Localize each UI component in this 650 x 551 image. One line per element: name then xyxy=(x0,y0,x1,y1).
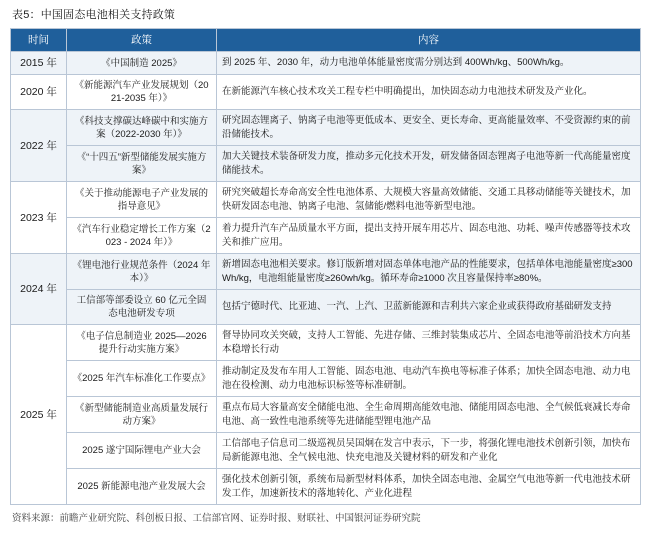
column-header-time: 时间 xyxy=(11,29,67,52)
cell-policy: 《关于推动能源电子产业发展的指导意见》 xyxy=(67,182,217,218)
cell-content: 加大关键技术装备研发力度，推动多元化技术开发，研发储备固态锂离子电池等新一代高能量密度储能技术。 xyxy=(217,146,641,182)
table-header xyxy=(11,29,641,52)
cell-policy: 《新型储能制造业高质量发展行动方案》 xyxy=(67,397,217,433)
cell-content: 推动制定及发布车用人工智能、固态电池、电动汽车换电等标准子体系；加快全固态电池、动力电池在役检测、动力电池标识标签等标准研制。 xyxy=(217,361,641,397)
cell-policy: 《2025 年汽车标准化工作要点》 xyxy=(67,361,217,397)
cell-policy: 《中国制造 2025》 xyxy=(67,52,217,75)
cell-time: 2023 年 xyxy=(11,182,67,254)
policy-table xyxy=(10,28,641,505)
table-header-row xyxy=(11,29,641,52)
cell-policy: 《“十四五”新型储能发展实施方案》 xyxy=(67,146,217,182)
cell-time: 2022 年 xyxy=(11,110,67,182)
table-body xyxy=(11,52,641,505)
table-row xyxy=(11,397,641,433)
table-row xyxy=(11,361,641,397)
cell-content: 着力提升汽车产品质量水平方面，提出支持开展车用芯片、固态电池、功耗、噪声传感器等技术攻关和推广应用。 xyxy=(217,218,641,254)
cell-content: 研究突破超长寿命高安全性电池体系、大规模大容量高效储能、交通工具移动储能等关键技术，加快研发固态电池、钠离子电池、氢储能/燃料电池等新型电池。 xyxy=(217,182,641,218)
cell-content: 在新能源汽车核心技术攻关工程专栏中明确提出，加快固态动力电池技术研发及产业化。 xyxy=(217,75,641,110)
table-row xyxy=(11,52,641,75)
table-row xyxy=(11,469,641,505)
cell-time: 2020 年 xyxy=(11,75,67,110)
table-row xyxy=(11,433,641,469)
cell-policy: 《锂电池行业规范条件（2024 年本）》 xyxy=(67,254,217,290)
table-row xyxy=(11,110,641,146)
cell-content: 工信部电子信息司二级巡视员吴国炯在发言中表示，下一步，将强化锂电池技术创新引领，加快布局新能源电池、全气候电池、快充电池及关键材料的研发和产业化 xyxy=(217,433,641,469)
table-row xyxy=(11,254,641,290)
cell-content: 到 2025 年、2030 年，动力电池单体能量密度需分别达到 400Wh/kg、500Wh/kg。 xyxy=(217,52,641,75)
table-row xyxy=(11,75,641,110)
table-row xyxy=(11,182,641,218)
column-header-content: 内容 xyxy=(217,29,641,52)
cell-policy: 《科技支撑碳达峰碳中和实施方案（2022-2030 年）》 xyxy=(67,110,217,146)
cell-content: 研究固态锂离子、钠离子电池等更低成本、更安全、更长寿命、更高能量效率、不受资源约束的前沿储能技术。 xyxy=(217,110,641,146)
cell-content: 强化技术创新引领，系统布局新型材料体系，加快全固态电池、金属空气电池等新一代电池技术研发工作，加速新技术的落地转化、产业化进程 xyxy=(217,469,641,505)
cell-time: 2015 年 xyxy=(11,52,67,75)
cell-content: 包括宁德时代、比亚迪、一汽、上汽、卫蓝新能源和吉利共六家企业或获得政府基础研发支持 xyxy=(217,290,641,325)
cell-content: 督导协同攻关突破，支持人工智能、先进存储、三维封装集成芯片、全固态电池等前沿技术方向基本稳增长行动 xyxy=(217,325,641,361)
cell-policy: 《新能源汽车产业发展规划（2021-2035 年）》 xyxy=(67,75,217,110)
cell-policy: 《电子信息制造业 2025—2026提升行动实施方案》 xyxy=(67,325,217,361)
table-row xyxy=(11,290,641,325)
table-row xyxy=(11,146,641,182)
cell-time: 2024 年 xyxy=(11,254,67,325)
cell-content: 重点布局大容量高安全储能电池、全生命周期高能效电池、储能用固态电池、全气候低衰减长寿命电池、高一致性电池系统等先进储能型锂电池产品 xyxy=(217,397,641,433)
table-row xyxy=(11,218,641,254)
cell-policy: 2025 遂宁国际锂电产业大会 xyxy=(67,433,217,469)
cell-time: 2025 年 xyxy=(11,325,67,505)
cell-policy: 《汽车行业稳定增长工作方案（2023 - 2024 年）》 xyxy=(67,218,217,254)
cell-policy: 2025 新能源电池产业发展大会 xyxy=(67,469,217,505)
table-caption: 表5：中国固态电池相关支持政策 xyxy=(12,9,176,21)
cell-content: 新增固态电池相关要求。修订版新增对固态单体电池产品的性能要求，包括单体电池能量密度≥300Wh/kg，电池组能量密度≥260wh/kg。循环寿命≥1000 次且容量保持率≥80%。 xyxy=(217,254,641,290)
source-note: 资料来源：前瞻产业研究院、科创板日报、工信部官网、证券时报、财联社、中国银河证券研究院 xyxy=(12,513,421,524)
table-row xyxy=(11,325,641,361)
cell-policy: 工信部等部委设立 60 亿元全固态电池研发专项 xyxy=(67,290,217,325)
column-header-policy: 政策 xyxy=(67,29,217,52)
